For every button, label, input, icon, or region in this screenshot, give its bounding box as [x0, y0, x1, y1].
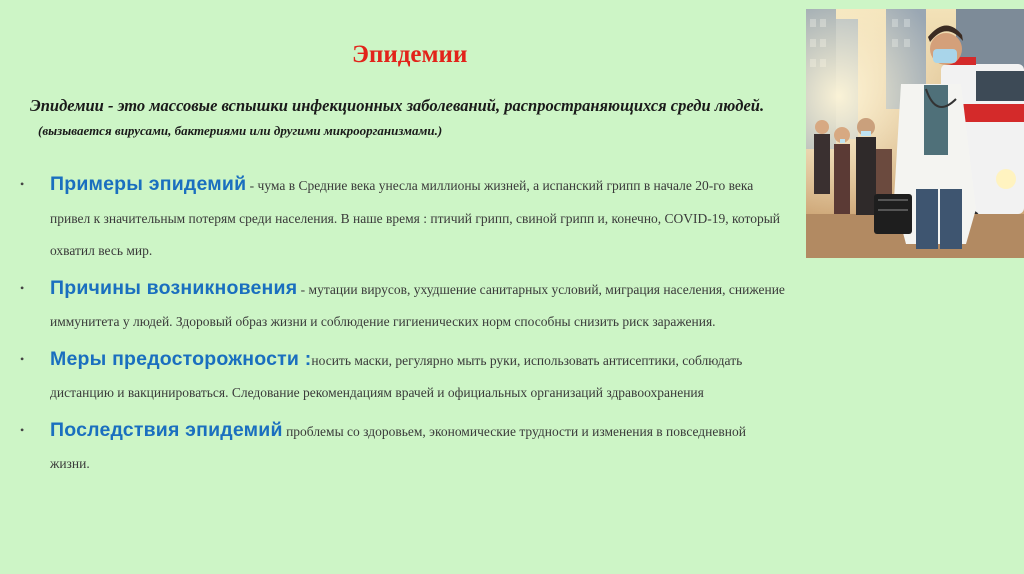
bullet-text: носить маски, регулярно мыть руки, использовать антисептики, соблюдать дистанцию и вакцинироваться. Следование рекомендациям врачей и официальных организаций здравоохранения: [50, 352, 743, 400]
bullet-dot-icon: •: [20, 280, 25, 295]
bullet-text: - мутации вирусов, ухудшение санитарных условий, миграция населения, снижение иммунитета у людей. Здоровый образ жизни и соблюдение гигиенических норм способны снизить риск заражения.: [50, 281, 785, 329]
bullet-dot-icon: •: [20, 422, 25, 437]
bullet-text: проблемы со здоровьем, экономические трудности и изменения в повседневной жизни.: [50, 423, 746, 471]
bullet-heading: Последствия эпидемий: [50, 418, 283, 441]
bullet-item-causes: [18, 272, 788, 339]
definition-block: [24, 94, 794, 143]
slide-title: Эпидемии: [352, 41, 468, 68]
bullet-item-consequences: [18, 414, 788, 481]
bullet-list: [18, 168, 788, 481]
doctor-street-photo: [806, 9, 1024, 258]
definition-note: (вызывается вирусами, бактериями или другими микроорганизмами.): [38, 123, 443, 138]
bullet-item-examples: [18, 168, 788, 268]
definition-text: Эпидемии - это массовые вспышки инфекционных заболеваний, распространяющихся среди людей.: [30, 96, 765, 115]
bullet-heading: Причины возникновения: [50, 276, 298, 299]
bullet-text: - чума в Средние века унесла миллионы жизней, а испанский грипп в начале 20-го века привел к значительным потерям среди населения. В наше время : птичий грипп, свиной грипп и, конечно, COVID-19, который охватил весь мир.: [50, 178, 780, 258]
bullet-dot-icon: •: [20, 177, 25, 191]
bullet-heading: Меры предосторожности :: [50, 347, 312, 370]
bullet-item-precautions: [18, 343, 788, 410]
bullet-heading: Примеры эпидемий: [50, 173, 247, 195]
bullet-dot-icon: •: [20, 351, 25, 366]
